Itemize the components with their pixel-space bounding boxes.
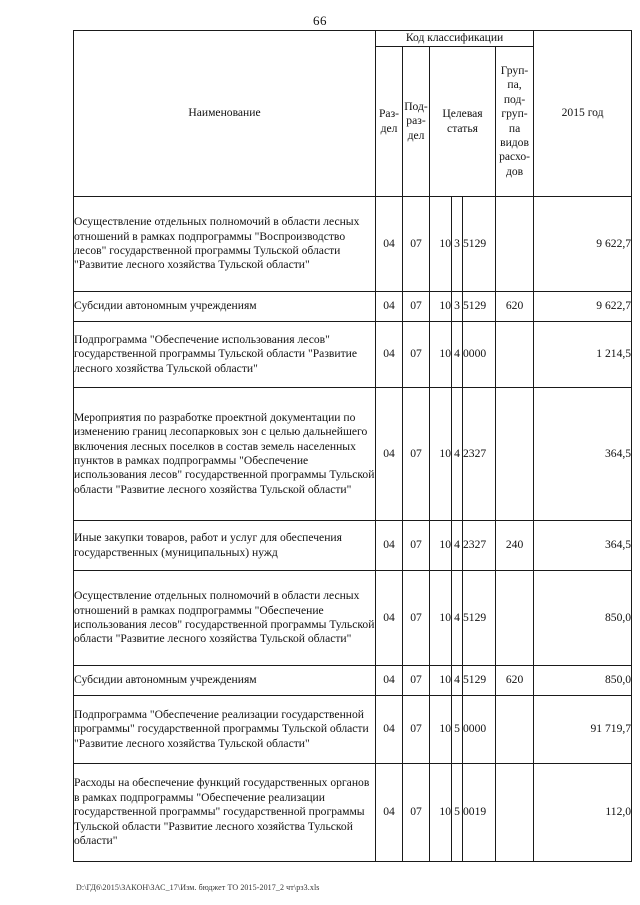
row-amount: 850,0 (534, 666, 632, 696)
table-body (74, 197, 632, 862)
row-amount: 112,0 (534, 764, 632, 862)
row-amount: 364,5 (534, 388, 632, 521)
row-expense-direction: 5129 (463, 197, 496, 292)
header-classification-code: Код классификации (376, 31, 534, 47)
row-podrazdel: 07 (403, 197, 430, 292)
row-expense-direction: 0019 (463, 764, 496, 862)
header-name: Наименование (74, 31, 376, 197)
row-name: Субсидии автономным учреждениям (74, 292, 376, 322)
row-subprogram: 4 (452, 388, 463, 521)
table-row (74, 666, 632, 696)
row-subprogram: 5 (452, 764, 463, 862)
budget-table (73, 30, 632, 862)
row-podrazdel: 07 (403, 764, 430, 862)
row-razdel: 04 (376, 764, 403, 862)
row-program: 10 (430, 571, 452, 666)
row-expense-group: 240 (496, 521, 534, 571)
table-row (74, 764, 632, 862)
header-podrazdel: Под- раз- дел (403, 47, 430, 197)
row-razdel: 04 (376, 197, 403, 292)
row-program: 10 (430, 292, 452, 322)
table-header (74, 31, 632, 197)
row-subprogram: 5 (452, 696, 463, 764)
row-expense-group (496, 571, 534, 666)
row-amount: 9 622,7 (534, 292, 632, 322)
row-expense-group: 620 (496, 292, 534, 322)
row-program: 10 (430, 322, 452, 388)
table-row (74, 292, 632, 322)
row-razdel: 04 (376, 388, 403, 521)
row-expense-group (496, 764, 534, 862)
row-razdel: 04 (376, 292, 403, 322)
row-name: Мероприятия по разработке проектной документации по изменению границ лесопарковых зон с целью дальнейшего включения лесных поселков в состав земель населенных пунктов в рамках подпрограммы "Обеспечение использования лесов" государственной программы Тульской области "Развитие лесного хозяйства Тульской области" (74, 388, 376, 521)
page-number: 66 (313, 13, 327, 28)
row-name: Субсидии автономным учреждениям (74, 666, 376, 696)
row-name: Осуществление отдельных полномочий в области лесных отношений в рамках подпрограммы "Обеспечение использования лесов" государственной программы Тульской области "Развитие лесного хозяйства Тульской области" (74, 571, 376, 666)
row-program: 10 (430, 521, 452, 571)
file-path-footer: D:\ГД6\2015\ЗАКОН\ЗАС_17\Изм. бюджет ТО 2015-2017_2 чт\рз3.xls (76, 883, 320, 892)
row-subprogram: 3 (452, 197, 463, 292)
row-amount: 364,5 (534, 521, 632, 571)
row-podrazdel: 07 (403, 388, 430, 521)
row-razdel: 04 (376, 696, 403, 764)
row-podrazdel: 07 (403, 292, 430, 322)
row-amount: 91 719,7 (534, 696, 632, 764)
row-expense-group (496, 388, 534, 521)
table-row (74, 388, 632, 521)
table-row (74, 696, 632, 764)
row-podrazdel: 07 (403, 666, 430, 696)
header-year: 2015 год (534, 31, 632, 197)
header-target-article: Целевая статья (430, 47, 496, 197)
row-podrazdel: 07 (403, 521, 430, 571)
row-program: 10 (430, 764, 452, 862)
table-row (74, 571, 632, 666)
row-expense-group (496, 322, 534, 388)
row-amount: 1 214,5 (534, 322, 632, 388)
row-name: Подпрограмма "Обеспечение реализации государственной программы" государственной программы Тульской области "Развитие лесного хозяйства Тульской области" (74, 696, 376, 764)
row-subprogram: 4 (452, 521, 463, 571)
row-subprogram: 4 (452, 571, 463, 666)
row-expense-direction: 0000 (463, 322, 496, 388)
row-name: Подпрограмма "Обеспечение использования лесов" государственной программы Тульской области "Развитие лесного хозяйства Тульской области" (74, 322, 376, 388)
row-expense-direction: 2327 (463, 521, 496, 571)
row-subprogram: 4 (452, 666, 463, 696)
table-row (74, 322, 632, 388)
row-podrazdel: 07 (403, 322, 430, 388)
row-razdel: 04 (376, 571, 403, 666)
table-row (74, 521, 632, 571)
row-program: 10 (430, 388, 452, 521)
row-program: 10 (430, 666, 452, 696)
row-amount: 9 622,7 (534, 197, 632, 292)
row-expense-group (496, 696, 534, 764)
row-program: 10 (430, 197, 452, 292)
header-expense-group: Груп- па, под- груп- па видов расхо- дов (496, 47, 534, 197)
row-expense-direction: 5129 (463, 571, 496, 666)
row-expense-direction: 5129 (463, 666, 496, 696)
row-name: Иные закупки товаров, работ и услуг для обеспечения государственных (муниципальных) нужд (74, 521, 376, 571)
row-expense-group (496, 197, 534, 292)
row-expense-direction: 5129 (463, 292, 496, 322)
header-razdel: Раз- дел (376, 47, 403, 197)
row-program: 10 (430, 696, 452, 764)
row-subprogram: 4 (452, 322, 463, 388)
row-podrazdel: 07 (403, 696, 430, 764)
row-name: Осуществление отдельных полномочий в области лесных отношений в рамках подпрограммы "Воспроизводство лесов" государственной программы Тульской области "Развитие лесного хозяйства Тульской области" (74, 197, 376, 292)
table-row (74, 197, 632, 292)
row-razdel: 04 (376, 322, 403, 388)
row-amount: 850,0 (534, 571, 632, 666)
row-name: Расходы на обеспечение функций государственных органов в рамках подпрограммы "Обеспечение реализации государственной программы" государственной программы Тульской области "Развитие лесного хозяйства Тульской области" (74, 764, 376, 862)
row-expense-direction: 0000 (463, 696, 496, 764)
row-subprogram: 3 (452, 292, 463, 322)
row-razdel: 04 (376, 666, 403, 696)
row-podrazdel: 07 (403, 571, 430, 666)
row-razdel: 04 (376, 521, 403, 571)
row-expense-group: 620 (496, 666, 534, 696)
row-expense-direction: 2327 (463, 388, 496, 521)
